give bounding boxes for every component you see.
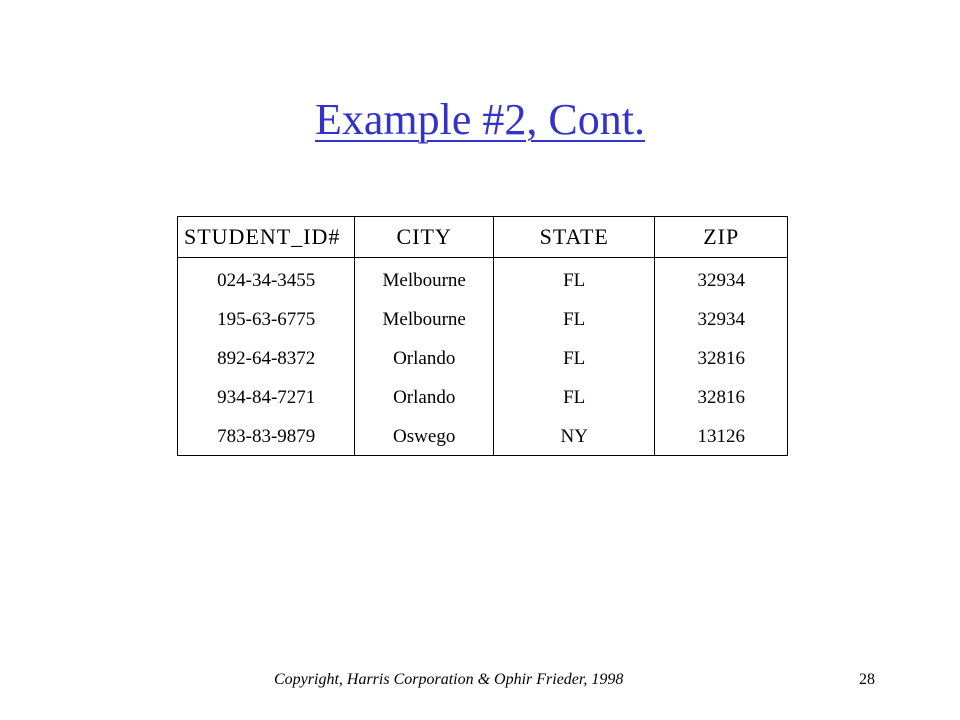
- cell-student-id: 892-64-8372: [217, 347, 316, 369]
- page-number: 28: [859, 671, 875, 688]
- cell-zip: 32816: [697, 347, 745, 369]
- cell-state: FL: [563, 347, 586, 369]
- cell-state: FL: [563, 269, 586, 291]
- cell-zip: 13126: [697, 425, 745, 447]
- header-zip: ZIP: [655, 217, 787, 258]
- cell-state: FL: [563, 308, 586, 330]
- cell-city: Orlando: [393, 347, 456, 369]
- column-city: [354, 217, 493, 455]
- header-state: STATE: [494, 217, 654, 258]
- cell-zip: 32934: [697, 308, 745, 330]
- cell-student-id: 024-34-3455: [217, 269, 316, 291]
- cell-city: Orlando: [393, 386, 456, 408]
- slide-title-text: Example #2, Cont.: [315, 95, 645, 144]
- column-state: [493, 217, 654, 455]
- cell-student-id: 195-63-6775: [217, 308, 316, 330]
- student-location-table: [177, 216, 788, 456]
- copyright-notice: Copyright, Harris Corporation & Ophir Frieder, 1998: [274, 671, 624, 688]
- column-zip: [654, 217, 787, 455]
- cell-city: Melbourne: [382, 269, 466, 291]
- cell-student-id: 783-83-9879: [217, 425, 316, 447]
- cell-state: NY: [560, 425, 588, 447]
- header-student-id: STUDENT_ID#: [178, 217, 354, 258]
- cell-zip: 32816: [697, 386, 745, 408]
- cell-student-id: 934-84-7271: [217, 386, 316, 408]
- cell-city: Melbourne: [382, 308, 466, 330]
- cell-zip: 32934: [697, 269, 745, 291]
- cell-state: FL: [563, 386, 586, 408]
- column-student-id: [178, 217, 354, 455]
- header-city: CITY: [355, 217, 493, 258]
- cell-city: Oswego: [393, 425, 456, 447]
- slide-title: [0, 96, 960, 144]
